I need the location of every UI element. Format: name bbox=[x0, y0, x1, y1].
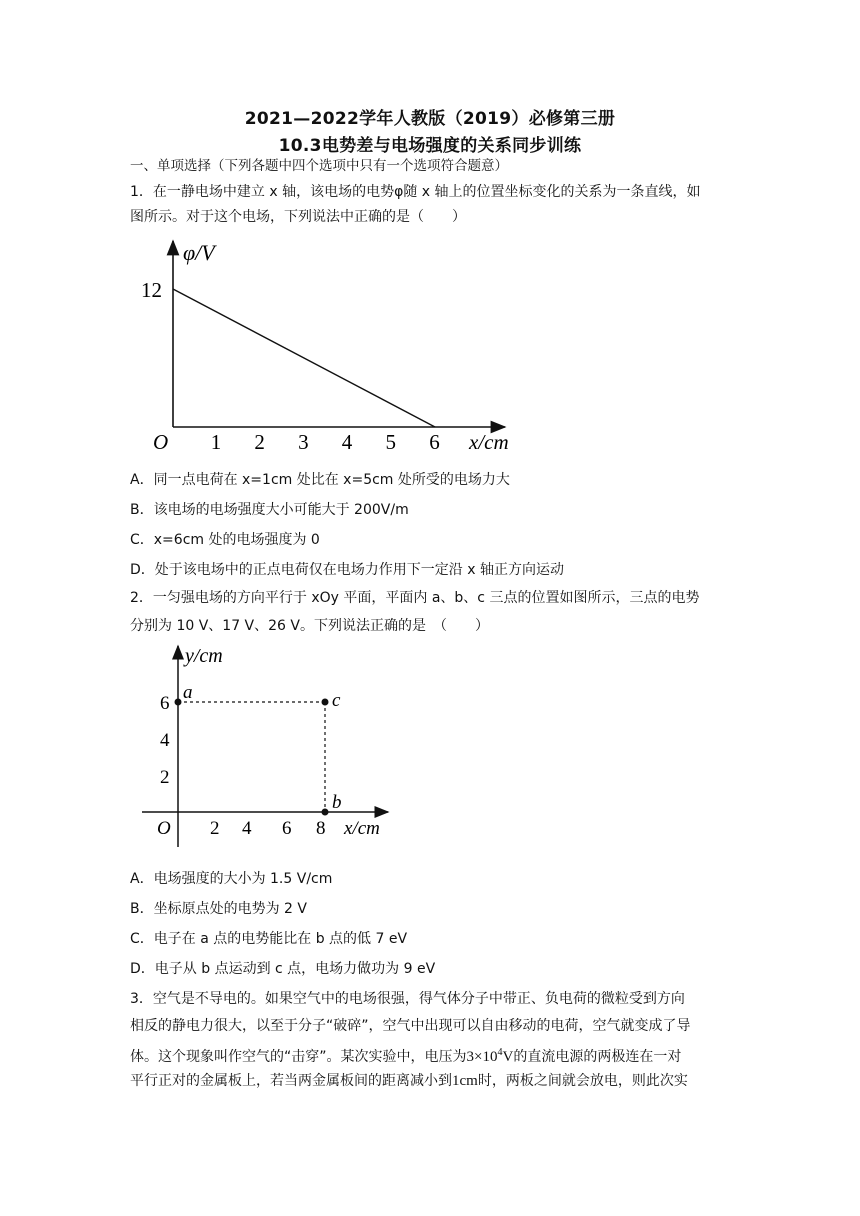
q2-point-c bbox=[322, 699, 329, 706]
q2-text-line2: 分别为 10 V、17 V、26 V。下列说法正确的是 （ ） bbox=[130, 618, 489, 634]
q2-y-tick-2: 2 bbox=[160, 767, 170, 788]
q2-coordinate-graph bbox=[140, 642, 400, 852]
q3-voltage-base: 3×10 bbox=[466, 1049, 498, 1065]
q1-x-axis-label: x/cm bbox=[469, 430, 509, 454]
q2-y-axis-label: y/cm bbox=[185, 645, 223, 667]
q3-distance-value: 1cm bbox=[452, 1073, 478, 1089]
document-title-line1: 2021—2022学年人教版（2019）必修第三册 bbox=[244, 109, 616, 129]
q1-option-d[interactable]: D．处于该电场中的正点电荷仅在电场力作用下一定沿 x 轴正方向运动 bbox=[130, 562, 564, 578]
q3-text-line2: 相反的静电力很大，以至于分子“破碎”，空气中出现可以自由移动的电荷，空气就变成了导 bbox=[130, 1018, 691, 1034]
q1-x-tick-5: 5 bbox=[385, 430, 396, 454]
document-title-line2: 10.3电势差与电场强度的关系同步训练 bbox=[278, 136, 582, 156]
q1-x-tick-1: 1 bbox=[210, 430, 222, 454]
q2-label-a: a bbox=[183, 682, 193, 703]
q1-y-tick-12: 12 bbox=[141, 278, 162, 302]
q3-line3-end: 的直流电源的两极连在一对 bbox=[513, 1049, 682, 1065]
q1-x-tick-3: 3 bbox=[298, 430, 309, 454]
q2-option-c[interactable]: C．电子在 a 点的电势能比在 b 点的低 7 eV bbox=[130, 931, 408, 947]
q3-line4-start: 平行正对的金属板上，若当两金属板间的距离减小到 bbox=[130, 1073, 452, 1089]
q2-text-line1: 2．一匀强电场的方向平行于 xOy 平面，平面内 a、b、c 三点的位置如图所示，三点的电势 bbox=[130, 590, 700, 606]
q2-point-b bbox=[322, 809, 329, 816]
q3-text-line4 bbox=[130, 1071, 740, 1091]
q2-x-tick-4: 4 bbox=[242, 818, 252, 839]
q1-potential-graph bbox=[135, 235, 535, 457]
q3-text-line3 bbox=[130, 1043, 740, 1067]
q1-option-c[interactable]: C．x=6cm 处的电场强度为 0 bbox=[130, 532, 320, 548]
section-heading: 一、单项选择（下列各题中四个选项中只有一个选项符合题意） bbox=[130, 158, 508, 174]
q1-x-tick-6: 6 bbox=[429, 430, 440, 454]
q1-x-tick-2: 2 bbox=[254, 430, 265, 454]
q1-origin-label: O bbox=[153, 430, 169, 454]
q2-option-a[interactable]: A．电场强度的大小为 1.5 V/cm bbox=[130, 871, 333, 887]
q1-option-b[interactable]: B．该电场的电场强度大小可能大于 200V/m bbox=[130, 502, 409, 518]
q1-x-tick-4: 4 bbox=[341, 430, 353, 454]
q2-option-b[interactable]: B．坐标原点处的电势为 2 V bbox=[130, 901, 307, 917]
q3-voltage-unit: V bbox=[502, 1049, 514, 1065]
q3-voltage-exponent: 4 bbox=[497, 1047, 503, 1058]
q2-option-d[interactable]: D．电子从 b 点运动到 c 点，电场力做功为 9 eV bbox=[130, 961, 436, 977]
q1-text-line2: 图所示。对于这个电场，下列说法中正确的是（ ） bbox=[130, 209, 466, 225]
q2-label-c: c bbox=[332, 690, 341, 711]
q2-x-tick-2: 2 bbox=[210, 818, 220, 839]
q2-x-tick-6: 6 bbox=[282, 818, 292, 839]
q1-text-line1: 1．在一静电场中建立 x 轴，该电场的电势φ随 x 轴上的位置坐标变化的关系为一条直线，如 bbox=[130, 184, 701, 200]
q2-x-axis-label: x/cm bbox=[344, 818, 380, 839]
q1-option-a[interactable]: A．同一点电荷在 x=1cm 处比在 x=5cm 处所受的电场力大 bbox=[130, 472, 510, 488]
q2-origin-label: O bbox=[157, 818, 171, 839]
q2-y-tick-6: 6 bbox=[160, 693, 170, 714]
q1-potential-line bbox=[173, 289, 435, 427]
q3-voltage-value bbox=[467, 1049, 514, 1065]
q1-y-axis-label: φ/V bbox=[183, 240, 215, 265]
q2-point-a bbox=[175, 699, 182, 706]
q3-line3-start: 体。这个现象叫作空气的“击穿”。某次实验中，电压为 bbox=[130, 1049, 467, 1065]
q3-line4-end: 时，两板之间就会放电，则此次实 bbox=[477, 1073, 688, 1089]
q3-text-line1: 3．空气是不导电的。如果空气中的电场很强，得气体分子中带正、负电荷的微粒受到方向 bbox=[130, 991, 685, 1007]
q2-x-tick-8: 8 bbox=[316, 818, 326, 839]
q2-y-tick-4: 4 bbox=[160, 730, 170, 751]
q2-label-b: b bbox=[332, 792, 342, 813]
